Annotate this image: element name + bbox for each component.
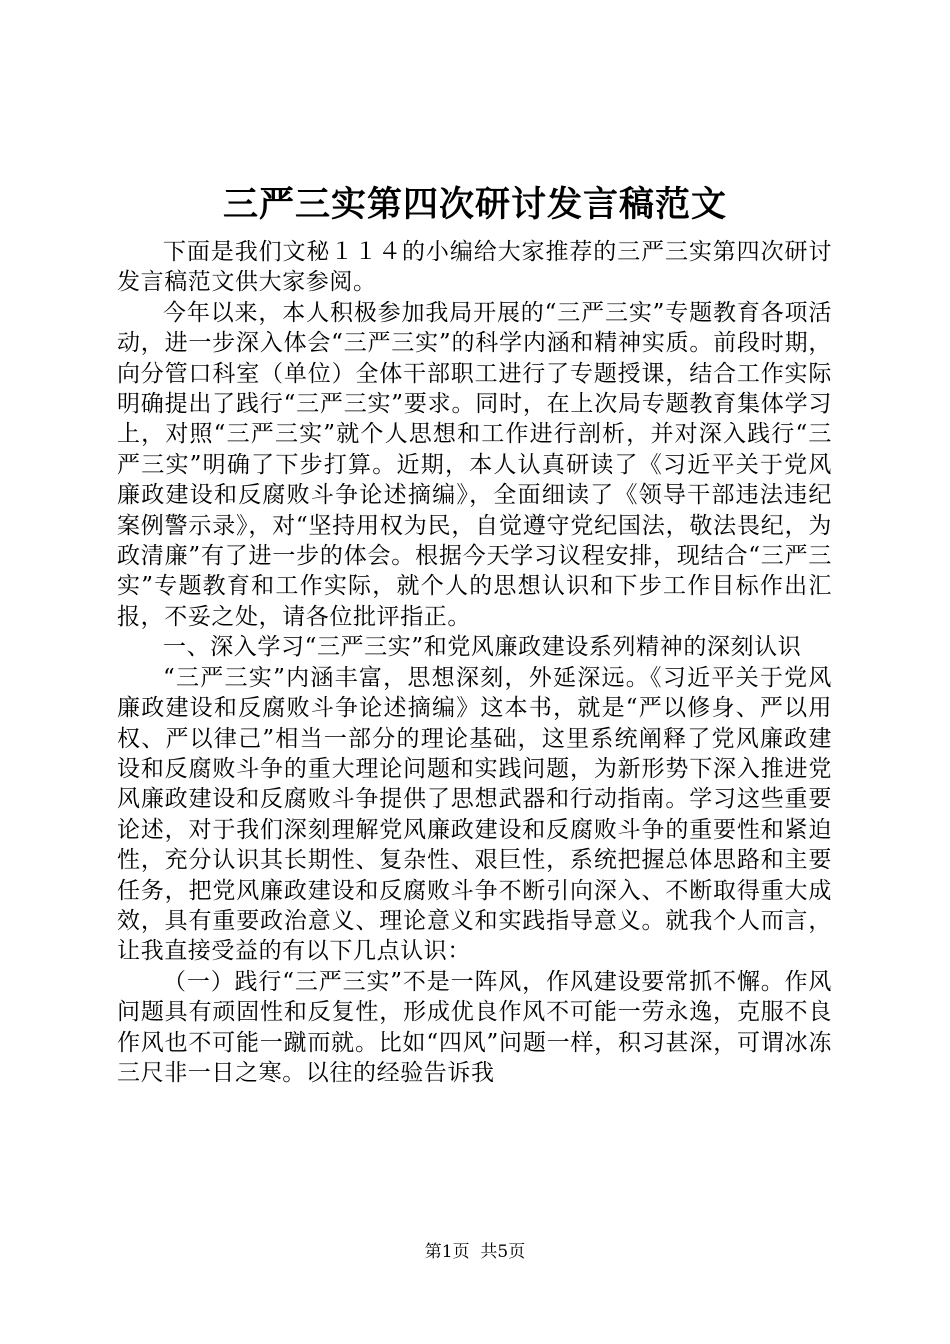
paragraph-intro: 下面是我们文秘１１４的小编给大家推荐的三严三实第四次研讨发言稿范文供大家参阅。 [117,239,832,296]
paragraph-overview: 今年以来，本人积极参加我局开展的“三严三实”专题教育各项活动，进一步深入体会“三严三实”的科学内涵和精神实质。前段时期，向分管口科室（单位）全体干部职工进行了专题授课，结合工作实际明确提出了践行“三严三实”要求。同时，在上次局专题教育集体学习上，对照“三严三实”就个人思想和工作进行剖析，并对深入践行“三严三实”明确了下步打算。近期，本人认真研读了《习近平关于党风廉政建设和反腐败斗争论述摘编》，全面细读了《领导干部违法违纪案例警示录》，对“坚持用权为民，自觉遵守党纪国法，敬法畏纪，为政清廉”有了进一步的体会。根据今天学习议程安排，现结合“三严三实”专题教育和工作实际，就个人的思想认识和下步工作目标作出汇报，不妥之处，请各位批评指正。 [117,299,832,630]
paragraph-point-1: （一）践行“三严三实”不是一阵风，作风建设要常抓不懈。作风问题具有顽固性和反复性，形成优良作风不可能一劳永逸，克服不良作风也不可能一蹴而就。比如“四风”问题一样，积习甚深，可谓冰冻三尺非一日之寒。以往的经验告诉我 [117,968,832,1086]
document-body [117,237,832,1088]
page-footer [0,1240,950,1264]
document-title: 三严三实第四次研讨发言稿范文 [222,184,727,225]
page-total: 共5页 [480,1242,526,1262]
paragraph-section-1: “三严三实”内涵丰富，思想深刻，外延深远。《习近平关于党风廉政建设和反腐败斗争论述摘编》这本书，就是“严以修身、严以用权、严以律己”相当一部分的理论基础，这里系统阐释了党风廉政建设和反腐败斗争的重大理论问题和实践问题，为新形势下深入推进党风廉政建设和反腐败斗争提供了思想武器和行动指南。学习这些重要论述，对于我们深刻理解党风廉政建设和反腐败斗争的重要性和紧迫性，充分认识其长期性、复杂性、艰巨性，系统把握总体思路和主要任务，把党风廉政建设和反腐败斗争不断引向深入、不断取得重大成效，具有重要政治意义、理论意义和实践指导意义。就我个人而言，让我直接受益的有以下几点认识： [117,664,832,965]
page-number: 第1页 [424,1242,470,1262]
section-heading-1: 一、深入学习“三严三实”和党风廉政建设系列精神的深刻认识 [163,634,802,661]
